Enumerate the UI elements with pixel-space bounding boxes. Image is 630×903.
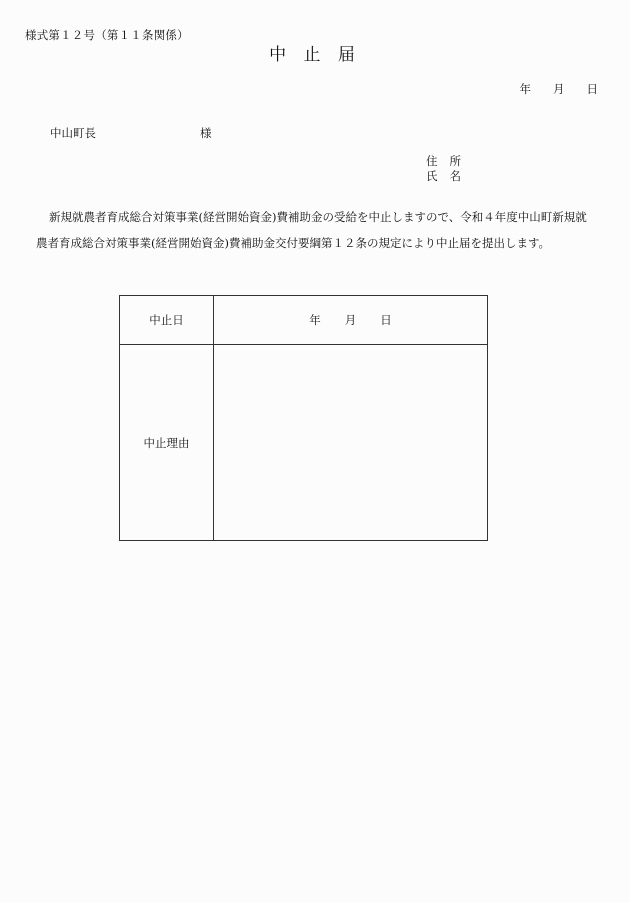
table-row-suspension-reason (120, 345, 488, 541)
date-day-label: 日 (586, 82, 598, 96)
name-label: 氏 名 (426, 169, 461, 183)
addressee-honorific: 様 (200, 126, 212, 140)
form-number: 様式第１２号（第１１条関係） (25, 28, 189, 42)
addressee (50, 125, 212, 141)
applicant-block (426, 154, 461, 184)
suspension-date-label: 中止日 (120, 296, 214, 345)
notice-body-line-2: 農者育成総合対策事業(経営開始資金)費補助金交付要綱第１２条の規定により中止届を提出します。 (36, 236, 551, 250)
table-row-suspension-date (120, 296, 488, 345)
address-label: 住 所 (426, 154, 461, 168)
suspension-reason-label: 中止理由 (120, 345, 214, 541)
suspension-year-label: 年 (309, 313, 321, 327)
date-month-label: 月 (553, 82, 565, 96)
suspension-month-label: 月 (344, 313, 357, 327)
suspension-day-label: 日 (380, 313, 392, 327)
notice-body-line-1: 新規就農者育成総合対策事業(経営開始資金)費補助金の受給を中止しますので、令和４年度中山町新規就 (49, 210, 587, 224)
suspension-table (119, 295, 488, 541)
notice-body (36, 204, 602, 256)
addressee-name: 中山町長 (50, 126, 96, 140)
submission-date (520, 81, 599, 97)
date-year-label: 年 (519, 82, 531, 96)
document-title: 中 止 届 (269, 45, 361, 65)
suspension-date-field[interactable] (214, 296, 488, 345)
suspension-reason-field[interactable] (214, 345, 488, 541)
